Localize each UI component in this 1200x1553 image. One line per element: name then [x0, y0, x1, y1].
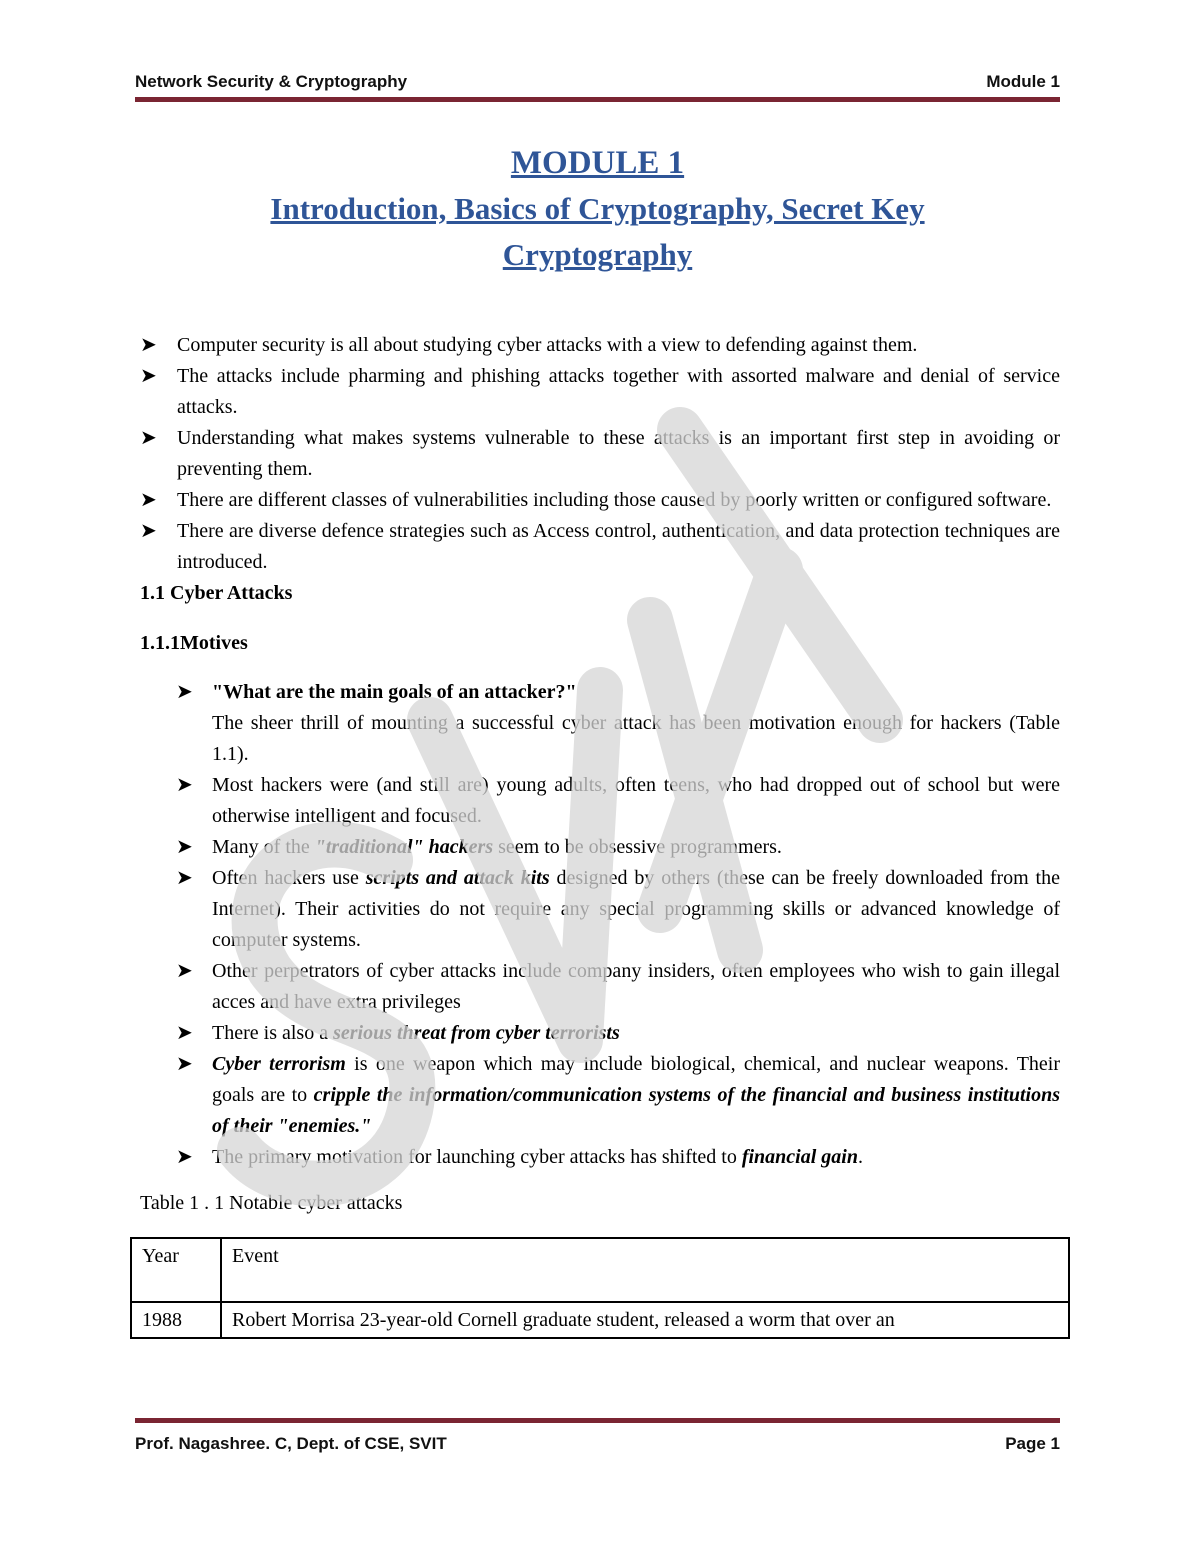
list-item: ➤ "What are the main goals of an attacker?" The sheer thrill of mounting a successful cyber attack has been motivation enough for hackers (Table 1.1). — [140, 677, 1060, 770]
motives-bullet-list — [140, 677, 1060, 1173]
footer-author: Prof. Nagashree. C, Dept. of CSE, SVIT — [135, 1434, 447, 1453]
list-item: ➤ Cyber terrorism is one weapon which may include biological, chemical, and nuclear weapons. Their goals are to cripple the information/communication systems of the financial and business institutions of their "enemies." — [140, 1049, 1060, 1142]
title-line-3: Cryptography — [502, 237, 693, 272]
arrow-bullet-icon: ➤ — [140, 427, 157, 449]
title-line-1: MODULE 1 — [510, 145, 685, 181]
page-header — [135, 72, 1060, 98]
section-heading-motives: 1.1.1Motives — [140, 632, 248, 654]
arrow-bullet-icon: ➤ — [140, 489, 157, 511]
list-item: ➤ The primary motivation for launching cyber attacks has shifted to financial gain. — [140, 1142, 1060, 1173]
list-item: ➤ Most hackers were (and still are) young adults, often teens, who had dropped out of school but were otherwise intelligent and focused. — [140, 770, 1060, 832]
page-title — [135, 140, 1060, 278]
motives-question: "What are the main goals of an attacker?" — [212, 681, 577, 703]
header-module-label: Module 1 — [986, 72, 1060, 91]
page-footer — [135, 1434, 1060, 1454]
table-cell-event: Robert Morrisa 23-year-old Cornell graduate student, released a worm that over an — [221, 1302, 1069, 1338]
arrow-bullet-icon: ➤ — [176, 1146, 193, 1168]
list-item: ➤ The attacks include pharming and phishing attacks together with assorted malware and denial of service attacks. — [140, 361, 1060, 423]
list-item: ➤ Other perpetrators of cyber attacks include company insiders, often employees who wish to gain illegal acces and have extra privileges — [140, 956, 1060, 1018]
title-line-2: Introduction, Basics of Cryptography, Secret Key — [270, 191, 925, 226]
arrow-bullet-icon: ➤ — [176, 1053, 193, 1075]
arrow-bullet-icon: ➤ — [176, 836, 193, 858]
intro-bullet-list — [140, 330, 1060, 578]
arrow-bullet-icon: ➤ — [140, 365, 157, 387]
table-cell-year: 1988 — [131, 1302, 221, 1338]
list-item: ➤ There are diverse defence strategies such as Access control, authentication, and data protection techniques are introduced. — [140, 516, 1060, 578]
column-header-event: Event — [221, 1238, 1069, 1302]
list-item: ➤ Often hackers use scripts and attack kits designed by others (these can be freely downloaded from the Internet). Their activities do not require any special programming skills or advanced knowledge of computer systems. — [140, 863, 1060, 956]
table-row — [131, 1302, 1069, 1338]
list-item: ➤ Computer security is all about studying cyber attacks with a view to defending against them. — [140, 330, 1060, 361]
arrow-bullet-icon: ➤ — [176, 867, 193, 889]
body-content — [140, 330, 1060, 1339]
header-rule — [135, 97, 1060, 102]
list-item: ➤ There are different classes of vulnerabilities including those caused by poorly written or configured software. — [140, 485, 1060, 516]
arrow-bullet-icon: ➤ — [176, 774, 193, 796]
list-item: ➤ Understanding what makes systems vulnerable to these attacks is an important first step in avoiding or preventing them. — [140, 423, 1060, 485]
arrow-bullet-icon: ➤ — [140, 520, 157, 542]
arrow-bullet-icon: ➤ — [176, 681, 193, 703]
table-header-row — [131, 1238, 1069, 1302]
arrow-bullet-icon: ➤ — [176, 1022, 193, 1044]
section-heading-cyber-attacks: 1.1 Cyber Attacks — [140, 582, 293, 604]
column-header-year: Year — [131, 1238, 221, 1302]
header-course-title: Network Security & Cryptography — [135, 72, 408, 91]
arrow-bullet-icon: ➤ — [140, 334, 157, 356]
footer-page-number: Page 1 — [1005, 1434, 1060, 1453]
notable-cyber-attacks-table — [130, 1237, 1070, 1339]
list-item: ➤ There is also a serious threat from cyber terrorists — [140, 1018, 1060, 1049]
arrow-bullet-icon: ➤ — [176, 960, 193, 982]
list-item: ➤ Many of the "traditional" hackers seem to be obsessive programmers. — [140, 832, 1060, 863]
footer-rule — [135, 1418, 1060, 1423]
table-caption: Table 1 . 1 Notable cyber attacks — [140, 1192, 403, 1214]
